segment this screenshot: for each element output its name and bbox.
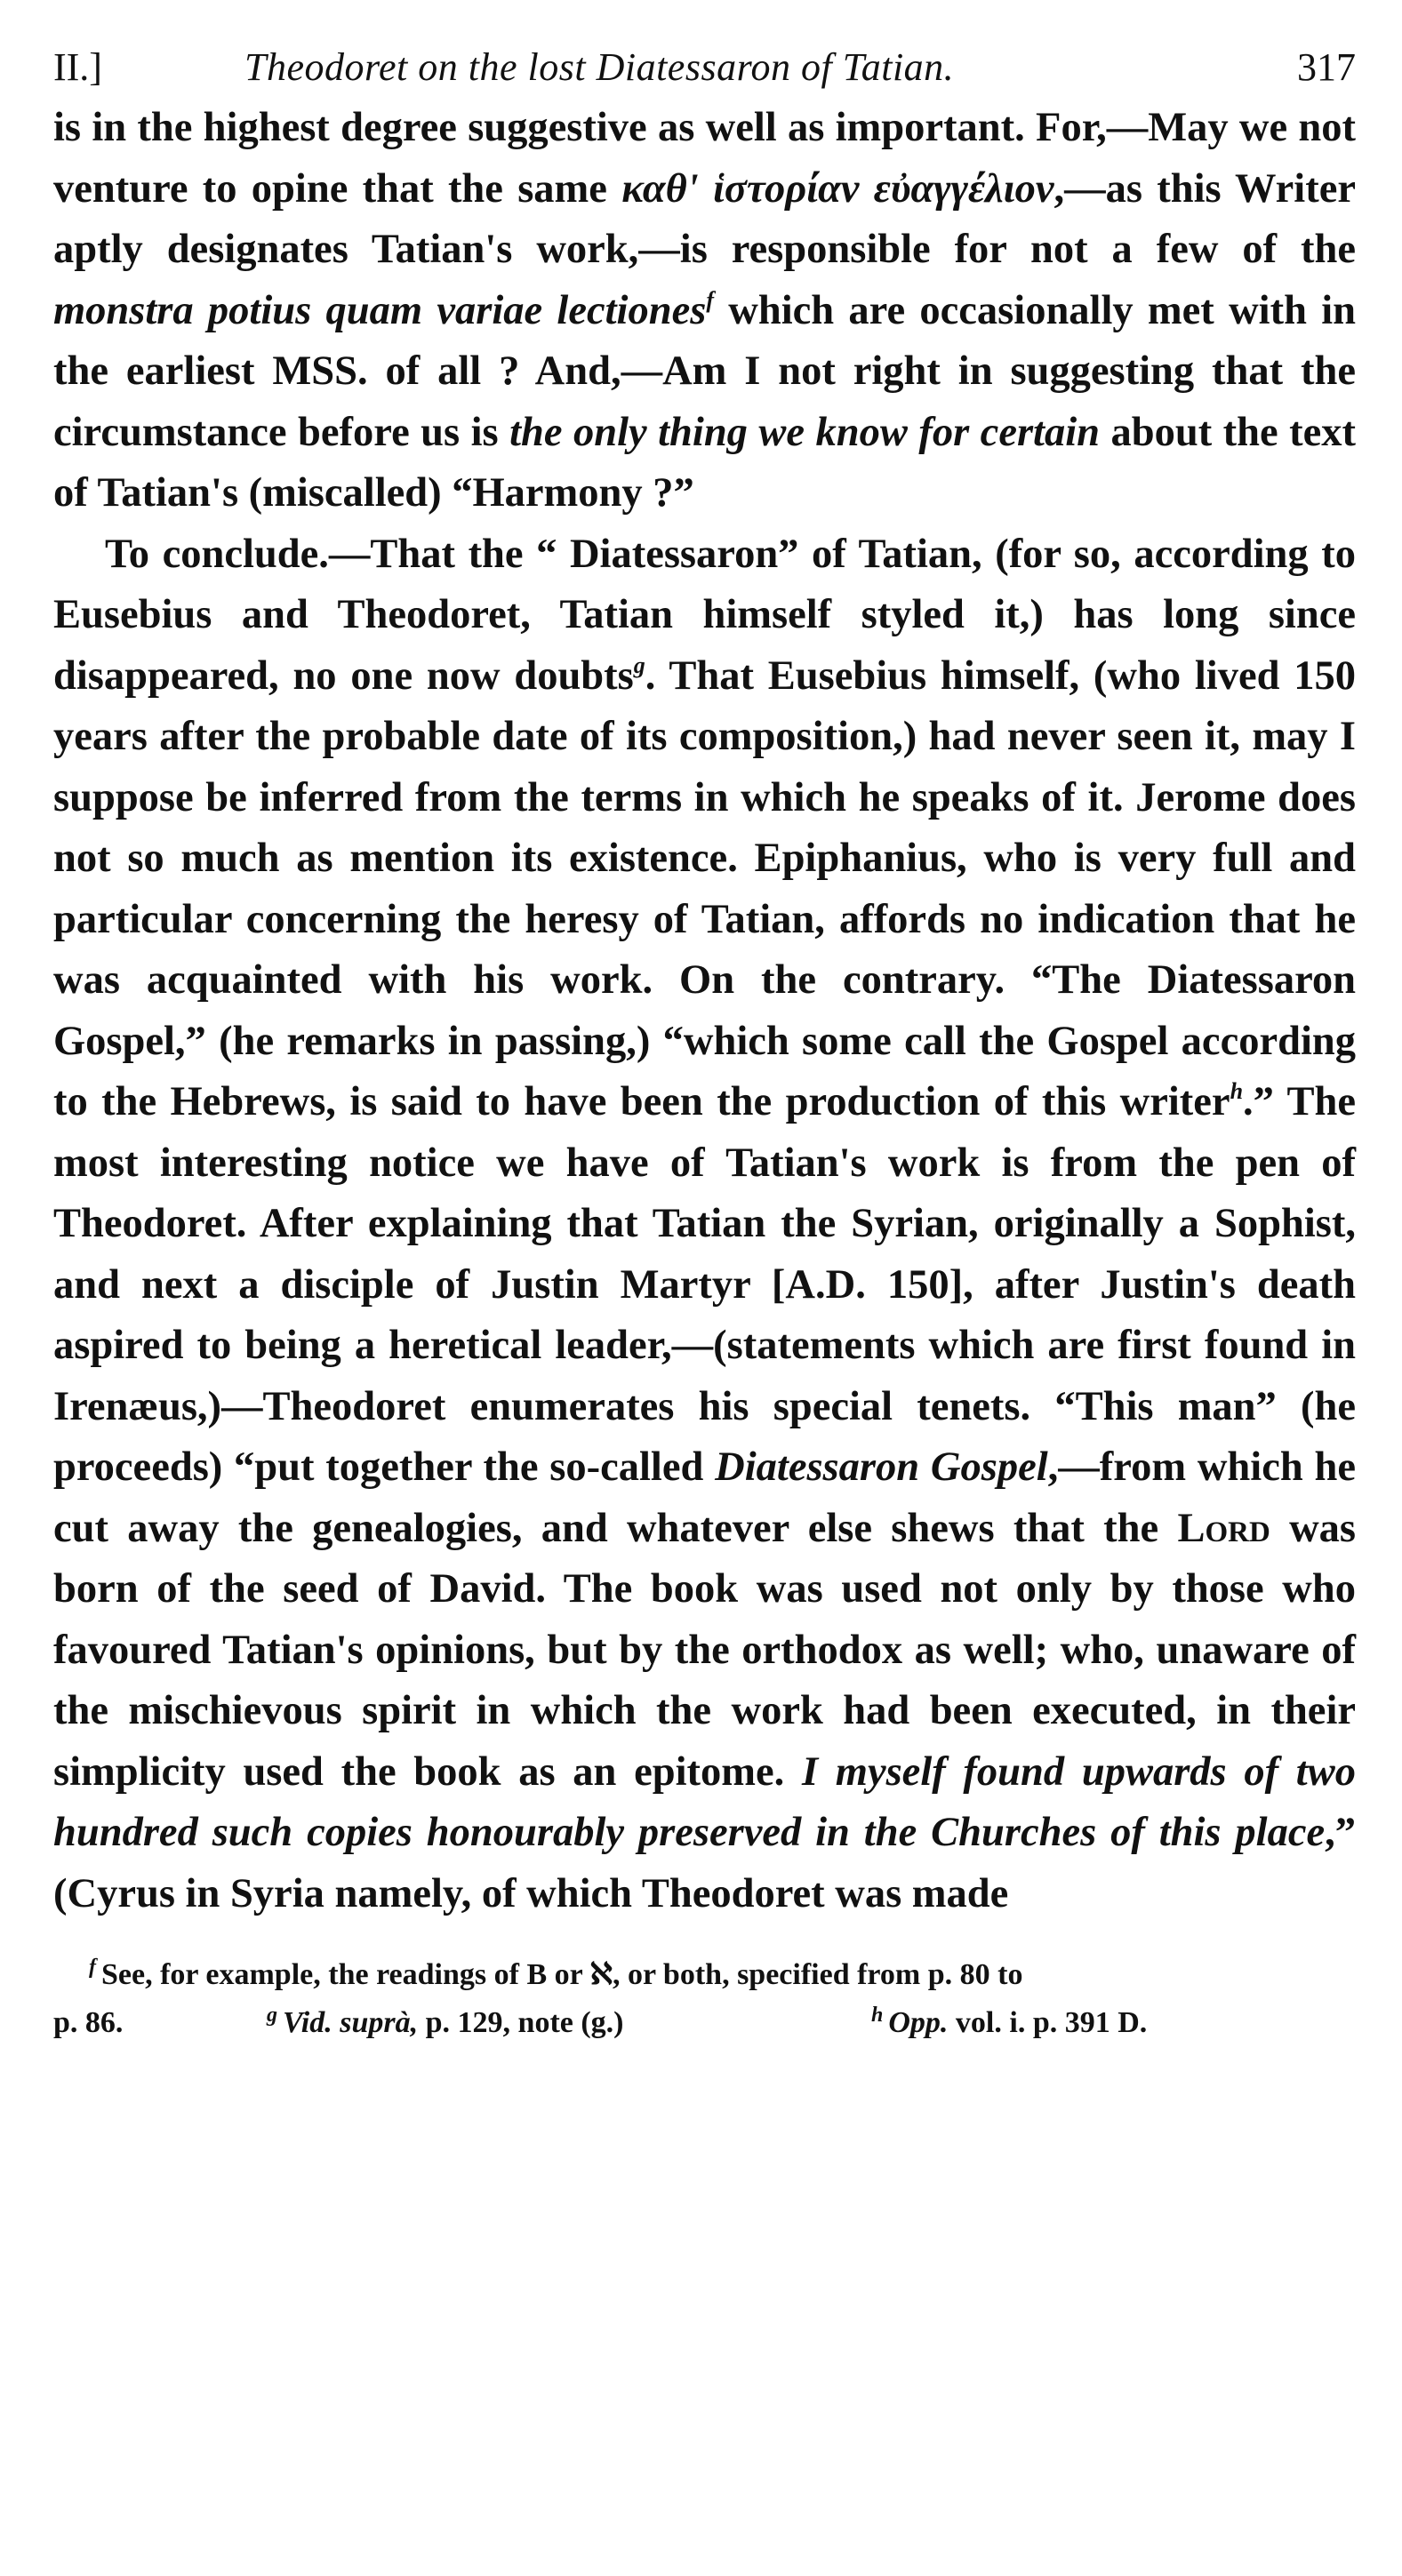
- footnote-g-text: p. 129, note (g.): [418, 2006, 624, 2039]
- footnote-mark-g: g: [267, 2004, 277, 2027]
- footnote-ref-g[interactable]: g: [633, 652, 645, 678]
- anno-domini: A.D.: [785, 1261, 866, 1308]
- text-run: ,—from which he cut away the genealogies, and whatever else shews that the: [53, 1444, 1356, 1551]
- footnote-f-text: See, for example, the readings of B or ℵ, or both, specified from p. 80 to: [101, 1958, 1023, 1991]
- footnote-g-vid: Vid. suprà,: [283, 2006, 419, 2039]
- paragraph-2: [53, 524, 1356, 1925]
- text-run: .” The most interesting notice we have of Tatian's work is from the pen of Theodoret. After explaining that Tatian the Syrian, originally a Sophist, and next a disciple of Justin Martyr [: [53, 1079, 1356, 1308]
- text-run: was born of the seed of David. The book was used not only by those who favoured Tatian's opinions, but by the orthodox as well; who, unaware of the mischievous spirit in which the work had been executed, in their simplicity used the book as an epitome.: [53, 1505, 1356, 1795]
- text-run: is in the highest degree suggestive as well as important. For,—May we not venture to opine that the same: [53, 105, 1356, 212]
- italic-quote: I myself found upwards of two hundred such copies honourably preserved in the Churches of this place: [53, 1748, 1356, 1855]
- footnotes: [53, 1951, 1356, 2047]
- text-run: about the text of Tatian's (miscalled) “Harmony ?”: [53, 409, 1356, 516]
- chapter-marker: II.]: [53, 45, 102, 89]
- text-run: which are occasionally met with in the earliest MSS. of all ? And,—Am I not right in suggesting that the circumstance before us is: [53, 287, 1356, 455]
- footnote-row-2: [53, 1999, 1356, 2047]
- diatessaron-gospel: Diatessaron Gospel: [715, 1444, 1048, 1490]
- page-number: 317: [1297, 45, 1356, 89]
- footnote-g: [267, 1999, 624, 2047]
- page: [53, 36, 1356, 2047]
- footnote-h: [871, 1999, 1147, 2047]
- footnote-ref-f[interactable]: f: [706, 286, 714, 313]
- body-text: [53, 98, 1356, 1924]
- footnote-h-text: vol. i. p. 391 D.: [948, 2006, 1148, 2039]
- footnote-f-continued: p. 86.: [53, 2006, 124, 2039]
- footnote-ref-h[interactable]: h: [1230, 1078, 1244, 1104]
- footnote-f: [53, 1951, 1356, 1999]
- paragraph-1: [53, 98, 1356, 524]
- text-run: ,—as this Writer aptly designates Tatian's work,—is responsible for not a few of the: [53, 165, 1356, 272]
- text-run: To conclude.—That the “ Diatessaron” of Tatian, (for so, according to Eusebius and Theodoret, Tatian himself styled it,) has long since disappeared, no one now doubts: [53, 531, 1356, 699]
- footnote-h-opp: Opp.: [888, 2006, 949, 2039]
- running-title: Theodoret on the lost Diatessaron of Tatian.: [244, 45, 955, 89]
- emphasis: the only thing we know for certain: [509, 409, 1101, 455]
- latin-phrase: monstra potius quam variae lectiones: [53, 287, 707, 333]
- text-run: ,” (Cyrus in Syria namely, of which Theodoret was made: [53, 1810, 1356, 1916]
- greek-phrase: καθ' ἱστορίαν εὐαγγέλιον: [621, 165, 1054, 212]
- text-run: . That Eusebius himself, (who lived 150 years after the probable date of its composition,) had never seen it, may I suppose be inferred from the terms in which he speaks of it. Jerome does not so much as mention its existence. Epiphanius, who is very full and particular concerning the heresy of Tatian, affords no indication that he was acquainted with his work. On the contrary. “The Diatessaron Gospel,” (he remarks in passing,) “which some call the Gospel according to the Hebrews, is said to have been the production of this writer: [53, 652, 1356, 1124]
- lord-smallcaps: Lord: [1177, 1505, 1270, 1551]
- text-run: 150], after Justin's death aspired to being a heretical leader,—(statements which are first found in Irenæus,)—Theodoret enumerates his special tenets. “This man” (he proceeds) “put together the so-called: [53, 1261, 1356, 1490]
- footnote-mark-f: f: [89, 1956, 96, 1979]
- footnote-mark-h: h: [871, 2004, 884, 2027]
- running-head: [53, 36, 1356, 98]
